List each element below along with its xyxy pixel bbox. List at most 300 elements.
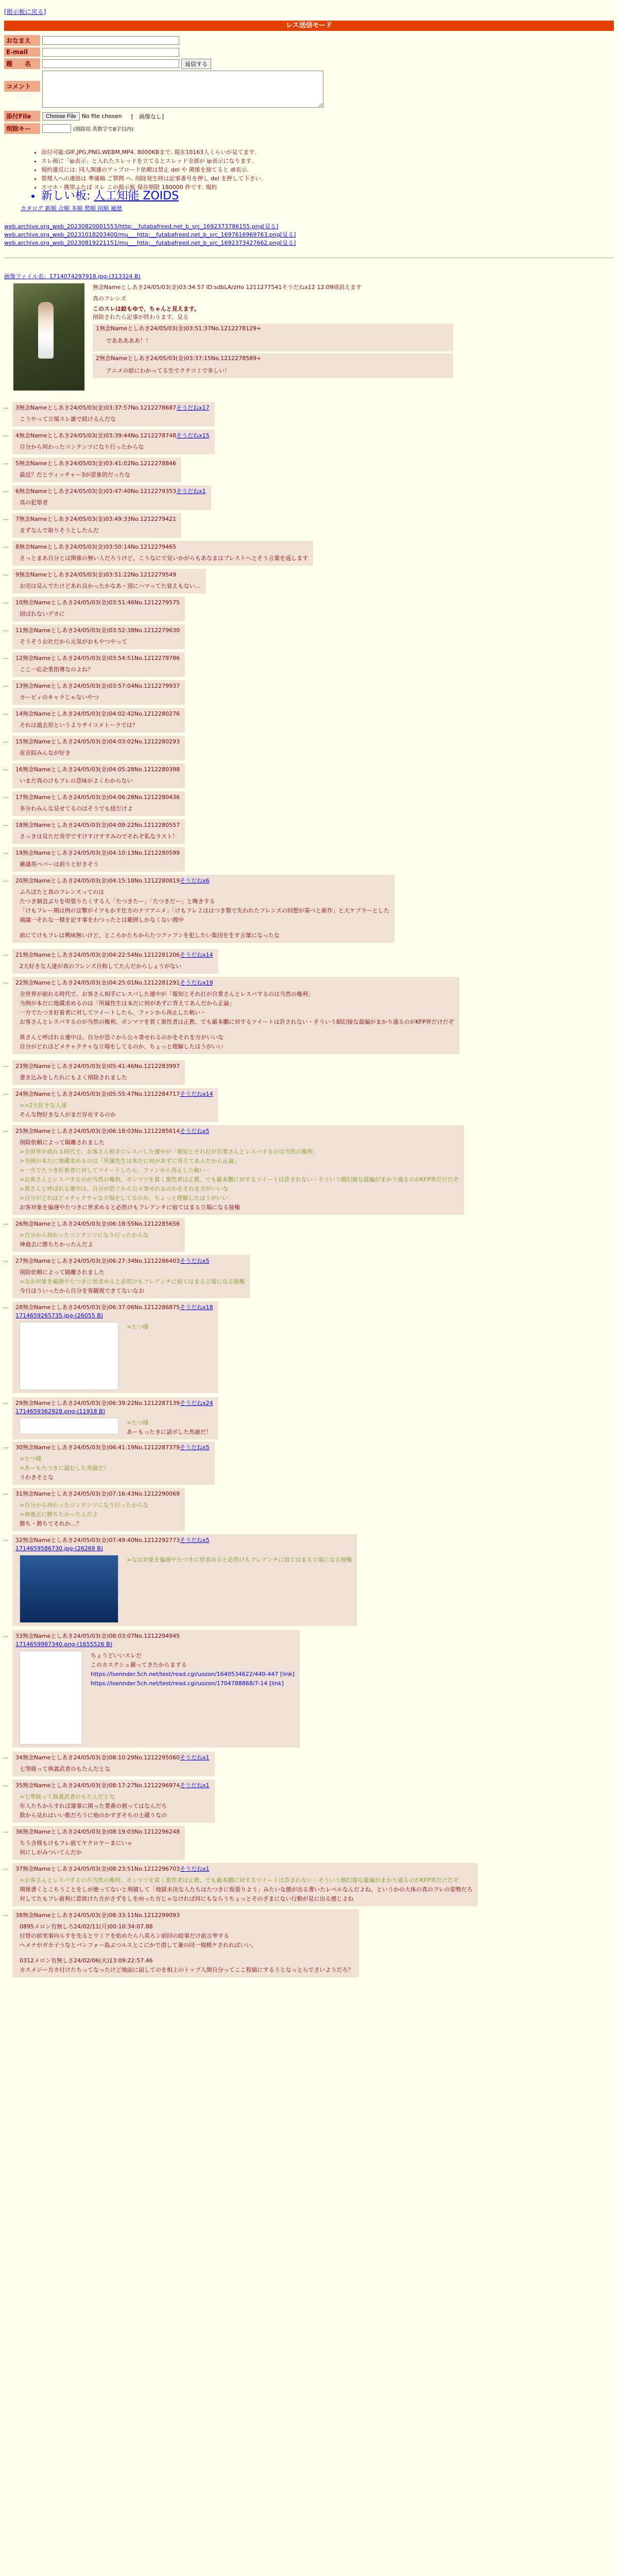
reply-number: 33 bbox=[15, 1633, 23, 1639]
reply-line: 花京院みんなが好き bbox=[20, 750, 71, 756]
reply-header bbox=[15, 821, 180, 829]
reply-line: 異さんと呼ばれる連中は、自分が恐ぐから公々寄せれるのかをそれを方がいいな bbox=[20, 1034, 224, 1041]
reply-marker: … bbox=[3, 876, 9, 883]
reply-line: >なお対象を偏遅やたつきに世求めると必然けもフレアンチに宿てはまる立場になる接権 bbox=[127, 1556, 352, 1563]
reply-header bbox=[15, 654, 180, 663]
reply-post bbox=[3, 1255, 250, 1298]
reply-message bbox=[20, 1792, 167, 1820]
reply-header bbox=[15, 1632, 295, 1640]
reply-marker: … bbox=[3, 1489, 9, 1496]
reply-number: 24 bbox=[15, 1091, 23, 1097]
reply-post bbox=[3, 875, 394, 943]
choose-file-button[interactable]: Choose File bbox=[42, 112, 80, 121]
reply-message bbox=[20, 832, 178, 841]
reply-message bbox=[127, 1555, 352, 1623]
back-link[interactable] bbox=[4, 7, 46, 16]
reply-meta: 無念Nameとしあき24/05/03(金)06:37:06No.1212286875 bbox=[23, 1304, 180, 1311]
reply-message bbox=[20, 498, 48, 507]
reply-line: 全世界が前れる時代で、お客さん相手にレスバした連中が「報知とそれ打が自業さんとレスバするのは当然の権利」 bbox=[20, 991, 314, 997]
reply-header bbox=[15, 460, 176, 468]
new-board-ad[interactable] bbox=[41, 192, 505, 200]
reply-post bbox=[3, 569, 206, 594]
name-input[interactable] bbox=[42, 36, 179, 45]
reply-line: ここ一応企業指導なのよね？ bbox=[20, 666, 93, 673]
reply-marker: … bbox=[3, 1911, 9, 1918]
reply-header bbox=[15, 1865, 473, 1873]
reply-number: 17 bbox=[15, 794, 23, 801]
reply-meta: 無念Nameとしあき24/05/03(金)04:02:42No.1212280276 bbox=[23, 710, 180, 717]
reply-header bbox=[15, 951, 213, 959]
reply-message bbox=[20, 989, 454, 1051]
reply-marker: … bbox=[3, 515, 9, 521]
reply-line: 最近？だとウィッチャー3が思象的だったな bbox=[20, 471, 131, 478]
reply-line: >七等級って執義武者のもたんだとな bbox=[20, 1793, 115, 1800]
reply-marker: … bbox=[3, 570, 9, 577]
reply-line: >>2大好きな人達 bbox=[20, 1102, 67, 1109]
soudane-link[interactable]: そうだねx6 bbox=[180, 877, 210, 884]
reply-number: 29 bbox=[15, 1400, 23, 1406]
reply-file-name[interactable]: 1714659362928.png-(11918 B) bbox=[15, 1408, 106, 1415]
reply-header bbox=[15, 487, 206, 496]
reply-number: 21 bbox=[15, 952, 23, 958]
reply-line: ヘメナがガカ子うなとパンフォー島ぶつルスとこにかで潜して兼の同一規模ケされればいい。 bbox=[20, 1942, 258, 1948]
reply-file-link[interactable] bbox=[15, 1640, 295, 1649]
reply-meta: 無念Nameとしあき24/05/03(金)03:54:51No.1212279786 bbox=[23, 655, 180, 662]
delete-key-input[interactable] bbox=[42, 124, 71, 133]
reply-message bbox=[20, 553, 308, 563]
reply-line: 一方でたつき好着者に対してツイートしたら、ファンから再止した軌い・ bbox=[20, 1009, 207, 1016]
reply-line: 勝ち・勝ちてそれか…？ bbox=[20, 1520, 82, 1527]
reply-header bbox=[15, 877, 389, 885]
reply-meta: 無念Nameとしあき24/05/03(金)04:03:02No.1212280293 bbox=[23, 738, 180, 745]
soudane-link[interactable]: そうだねx17 bbox=[176, 404, 210, 411]
reply-post bbox=[3, 597, 185, 621]
reply-header bbox=[15, 1062, 180, 1071]
soudane-link[interactable]: そうだねx5 bbox=[180, 1128, 210, 1134]
reply-post bbox=[3, 1088, 218, 1122]
reply-number: 28 bbox=[15, 1304, 23, 1311]
reply-message bbox=[20, 1454, 109, 1482]
mode-banner: レス送信モード bbox=[4, 21, 614, 31]
reply-meta: 無念Nameとしあき24/05/03(金)03:51:46No.1212279575 bbox=[23, 599, 180, 606]
reply-header bbox=[15, 1754, 210, 1762]
reply-meta: 無念Nameとしあき24/05/03(金)06:41:19No.1212287379 bbox=[23, 1444, 180, 1451]
reply-line: ふろばたと真のフレンズってのは bbox=[20, 889, 105, 895]
reply-marker: … bbox=[3, 951, 9, 957]
reply-header bbox=[15, 1220, 180, 1228]
reply-number: 9 bbox=[15, 571, 19, 578]
op-file-link[interactable]: 画像ファイル名：1714074297918.jpg-(313324 B) bbox=[4, 273, 141, 280]
soudane-link[interactable]: そうだねx14 bbox=[180, 1091, 213, 1097]
reply-meta: 無念Nameとしあき24/05/03(金)03:52:38No.1212279630 bbox=[23, 627, 180, 634]
reply-meta: 無念Nameとしあき24/05/03(金)03:51:22No.1212279549 bbox=[19, 571, 177, 578]
reply-line: 真の犯罪者 bbox=[20, 499, 48, 506]
reply-line: 付替の前実事向らすを先るとウミアを始めたら八英ろン前回の絵事だけ前言率する bbox=[20, 1933, 229, 1939]
op-line: 2無念Nameとしあき24/05/03(金)03:37:15No.1212278589+ bbox=[96, 355, 262, 362]
reply-header bbox=[15, 1257, 245, 1265]
reply-number: 26 bbox=[15, 1221, 23, 1227]
reply-line: >自分から何わったコンテンツになり行ったからな bbox=[20, 1502, 149, 1509]
reply-number: 12 bbox=[15, 655, 23, 662]
archive-link[interactable]: web.archive.org_web_20230820001553/http:__futabafreed.net_b_src_1692373786155.png[見る] bbox=[4, 223, 279, 230]
reply-number: 3 bbox=[15, 404, 19, 411]
reply-number: 5 bbox=[15, 460, 19, 467]
reply-post bbox=[3, 1125, 464, 1215]
reply-meta: 無念Nameとしあき24/05/03(金)04:10:13No.1212280599 bbox=[23, 850, 180, 856]
reply-thumbnail[interactable] bbox=[20, 1322, 118, 1390]
reply-line: >あーもたつきに温むした馬鹿だ！ bbox=[20, 1465, 110, 1471]
reply-message bbox=[91, 1651, 295, 1744]
reply-thumbnail[interactable] bbox=[20, 1418, 118, 1434]
soudane-link[interactable]: そうだねx15 bbox=[176, 432, 210, 439]
reply-header bbox=[15, 432, 210, 440]
reply-marker: … bbox=[3, 737, 9, 744]
catalog-link[interactable]: カタログ 新順 合順 多順 勢順 削順 履歴 bbox=[21, 205, 122, 212]
file-status: No file chosen bbox=[81, 113, 122, 120]
reply-line: 年人たちからすれば蒲事に関った業番の割ってはなんだろ bbox=[20, 1803, 167, 1809]
archive-links bbox=[4, 223, 296, 247]
reply-line: お客対象を偏遅やたつきに世求めると必然けもフレアンチに宿てはまる立場になる接権 bbox=[20, 1204, 241, 1211]
soudane-link[interactable]: そうだねx5 bbox=[180, 1537, 210, 1544]
reply-line: そうそうお社だから元気がおもやつやって bbox=[20, 638, 127, 645]
reply-post bbox=[3, 485, 211, 510]
delete-key-label: 削除キー bbox=[4, 123, 40, 134]
reply-meta: 無念Nameとしあき24/05/03(金)07:16:43No.1212290069 bbox=[23, 1490, 180, 1497]
reply-line: 今日ほういったから自分を客観視できてないなお bbox=[20, 1287, 144, 1294]
reply-number: 8 bbox=[15, 544, 19, 550]
reply-post bbox=[3, 977, 459, 1054]
reply-post bbox=[3, 652, 185, 677]
reply-post bbox=[3, 1534, 357, 1626]
reply-post bbox=[3, 847, 185, 872]
soudane-link[interactable]: そうだねx14 bbox=[180, 952, 213, 958]
reply-post bbox=[3, 736, 185, 760]
reply-thumbnail[interactable] bbox=[20, 1555, 118, 1623]
reply-meta: 無念Nameとしあき24/05/03(金)06:39:22No.1212287139 bbox=[23, 1400, 180, 1406]
reply-marker: … bbox=[3, 431, 9, 438]
reply-post bbox=[3, 1442, 215, 1485]
reply-meta: 無念Nameとしあき24/05/03(金)03:50:14No.1212279465 bbox=[19, 544, 177, 550]
reply-header bbox=[15, 599, 180, 607]
reply-post bbox=[3, 513, 181, 538]
email-input[interactable] bbox=[42, 48, 179, 57]
reply-line: あーもったきに話ボした馬鹿だ！ bbox=[127, 1429, 212, 1435]
op-line: アニメの絵にわかってる生でクチコミで多しい！ bbox=[106, 367, 231, 374]
name-label: おなまえ bbox=[4, 35, 40, 46]
reply-meta: 無念Nameとしあき24/05/03(金)03:41:02No.1212278846 bbox=[19, 460, 177, 467]
reply-line: 削除依頼によって隔離されました bbox=[20, 1139, 105, 1146]
reply-number: 13 bbox=[15, 683, 23, 689]
reply-line: それは過去形というよりサイコメトーラでは？ bbox=[20, 722, 138, 728]
reply-number: 31 bbox=[15, 1490, 23, 1497]
op-image[interactable] bbox=[13, 283, 84, 391]
reply-header bbox=[15, 571, 201, 579]
reply-number: 34 bbox=[15, 1754, 23, 1761]
note-item: • 規約違反には: 同人関連のアップロード依頼は禁止 del や 関係を捨てると dl表示. bbox=[41, 165, 505, 174]
reply-message bbox=[20, 1100, 116, 1119]
reply-meta: 無念Nameとしあき24/05/03(金)03:47:40No.1212279353 bbox=[19, 488, 177, 495]
reply-post bbox=[3, 541, 313, 566]
soudane-link[interactable]: そうだねx19 bbox=[180, 979, 213, 986]
reply-number: 10 bbox=[15, 599, 23, 606]
new-board-link[interactable]: 人工知能 ZOIDS bbox=[94, 190, 179, 202]
reply-marker: … bbox=[3, 793, 9, 800]
reply-marker: … bbox=[3, 1632, 9, 1638]
reply-marker: … bbox=[3, 1090, 9, 1096]
reply-meta: 無念Nameとしあき24/05/03(金)06:18:03No.1212285614 bbox=[23, 1128, 180, 1134]
reply-line: >神過去に勝ちたかったんだよ bbox=[20, 1511, 98, 1518]
reply-number: 36 bbox=[15, 1828, 23, 1835]
soudane-link[interactable]: そうだねx24 bbox=[180, 1400, 213, 1406]
note-item: • スマホ・携帯ふたば スレ この掲示板 保存期限 180000 件です. 規約 bbox=[41, 183, 505, 192]
no-image-checkbox[interactable]: [ 画像なし] bbox=[131, 113, 164, 120]
op-header: 無念Nameとしあき24/05/03(金)03:34:57 ID:sdbLA/zHo 1211277541そうだねx12 12:09頃消えます bbox=[93, 284, 362, 291]
reply-line: 0312メロン有無しさ24/02/06(火)13:09:22:57.46 bbox=[20, 1957, 153, 1964]
reply-marker: … bbox=[3, 1219, 9, 1226]
reply-message bbox=[20, 804, 133, 813]
reply-post bbox=[3, 1780, 215, 1823]
reply-post bbox=[3, 402, 215, 427]
reply-post bbox=[3, 680, 185, 705]
reply-line: 書き込みをしたれにもよく削除されました bbox=[20, 1074, 127, 1081]
reply-marker: … bbox=[3, 821, 9, 827]
soudane-link[interactable]: そうだねx1 bbox=[180, 1782, 210, 1789]
reply-number: 38 bbox=[15, 1912, 23, 1919]
subject-input[interactable] bbox=[42, 59, 179, 68]
reply-line: こうやって立場スレ誰で続けるんだな bbox=[20, 416, 116, 422]
reply-meta: 無念Nameとしあき24/05/03(金)07:49:40No.1212292773 bbox=[23, 1537, 180, 1544]
reply-line: 自分がどれほどメチャクチャな立場をしてるのか、ちょっと理解したほうがいい bbox=[20, 1043, 224, 1050]
reply-header bbox=[15, 766, 180, 774]
reply-message bbox=[20, 1230, 149, 1249]
reply-line: 0895メロン有無しろ24/02/11(月)00:10:34:07.88 bbox=[20, 1923, 153, 1930]
reply-marker: … bbox=[3, 654, 9, 660]
reply-meta: 無念Nameとしあき24/05/03(金)08:23:51No.1212296703 bbox=[23, 1866, 180, 1872]
reply-line: 多分わみんな見せてるのはそうでも経だけよ bbox=[20, 805, 133, 812]
archive-link[interactable]: web.archive.org_web_20230819221151/mu___http:__futabafreed.net_b_src_1692373427662.png[見る] bbox=[4, 240, 296, 246]
reply-line: >当例が本だに地蔵求めるのは「所属性生は本だに何があずに背えてあんだから正論」 bbox=[20, 1158, 240, 1164]
soudane-link[interactable]: そうだねx5 bbox=[180, 1444, 210, 1451]
soudane-link[interactable]: そうだねx5 bbox=[180, 1258, 210, 1264]
reply-line: >異さんと呼ばれる連中は、自分が恐ぐから公々寄せれるのかをそれを方がいいな bbox=[20, 1185, 229, 1192]
submit-button[interactable]: 返信する bbox=[181, 59, 211, 69]
back-to-board-link[interactable]: [掲示板に戻る] bbox=[4, 8, 46, 15]
soudane-link[interactable]: そうだねx1 bbox=[176, 488, 206, 495]
reply-marker: … bbox=[3, 1536, 9, 1543]
reply-message bbox=[20, 526, 99, 535]
reply-marker: … bbox=[3, 709, 9, 716]
reply-file-name[interactable]: 1714659987340.png-(1655526 B) bbox=[15, 1641, 112, 1648]
reply-line: https://lsennder.5ch.net/test/read.cgi/uozon/1640534622/440-447 [link] bbox=[91, 1671, 295, 1677]
op-inline-reply bbox=[93, 353, 453, 378]
reply-marker: … bbox=[3, 459, 9, 466]
reply-marker: … bbox=[3, 682, 9, 688]
reply-file-name[interactable]: 1714659586730.jpg-(26269 B) bbox=[15, 1545, 104, 1552]
reply-header bbox=[15, 738, 180, 746]
reply-meta: 無念Nameとしあき24/05/03(金)04:15:18No.1212280819 bbox=[23, 877, 180, 884]
reply-thumbnail[interactable] bbox=[20, 1651, 82, 1744]
soudane-link[interactable]: そうだねx1 bbox=[180, 1866, 210, 1872]
op-fileinfo[interactable] bbox=[4, 272, 141, 280]
reply-message bbox=[20, 1073, 127, 1082]
reply-message bbox=[20, 1838, 133, 1857]
reply-line: >お客さんとレスバするのが当然の権利、ボンマツを買く黒性者は正教、でも厳本鵬に対するツイートは許されない・そういう細幻接な最編がまかり通るのがKFP界だけだぞ bbox=[20, 1877, 459, 1884]
reply-file-link[interactable] bbox=[15, 1545, 352, 1553]
reply-number: 16 bbox=[15, 766, 23, 773]
reply-post bbox=[3, 764, 185, 788]
reply-post bbox=[3, 819, 185, 844]
reply-number: 14 bbox=[15, 710, 23, 717]
reply-number: 25 bbox=[15, 1128, 23, 1134]
reply-header bbox=[15, 1782, 210, 1790]
reply-header bbox=[15, 1399, 213, 1408]
reply-number: 35 bbox=[15, 1782, 23, 1789]
reply-line: >なお対象を偏遅やたつきに世求めると必然けもフレアンチに宿てはまる立場になる接権 bbox=[20, 1278, 245, 1285]
reply-message bbox=[20, 1500, 149, 1528]
soudane-link[interactable]: そうだねx1 bbox=[180, 1754, 210, 1761]
reply-marker: … bbox=[3, 403, 9, 410]
reply-line: >全世界が前れる時代で、お客さん相手にレスバした連中が「報知とそれ打が自業さんとレスバするのは当然の権利」 bbox=[20, 1148, 319, 1155]
reply-post bbox=[3, 1301, 218, 1393]
op-line: であああああ！！ bbox=[106, 337, 151, 344]
reply-line: 散から見れはいい歌だろうに他のかすぎそちの土蔵うなの bbox=[20, 1812, 167, 1819]
reply-number: 23 bbox=[15, 1063, 23, 1070]
op-line: 真のフレンズ bbox=[93, 295, 126, 302]
reply-line: お客さんとレスバするのが当然の権利、ボンマツを買く黒性者は正教、でも厳本鵬に対するツイートは許されない・そういう細幻接な最編がまかり通るのがKFP界だけだぞ bbox=[20, 1019, 454, 1025]
reply-message bbox=[20, 776, 133, 785]
reply-post bbox=[3, 1218, 185, 1252]
reply-post bbox=[3, 430, 215, 454]
reply-line: まずなんで取りそうとしたんだ bbox=[20, 527, 99, 534]
reply-message bbox=[20, 1267, 245, 1295]
reply-line: さっきは見ただ炎学ですけすけすすみのでそれぞ私なラスト！ bbox=[20, 833, 178, 840]
reply-header bbox=[15, 1303, 213, 1312]
reply-message bbox=[20, 1875, 473, 1903]
reply-message bbox=[20, 1922, 354, 1974]
reply-number: 19 bbox=[15, 850, 23, 856]
reply-meta: 無念Nameとしあき24/05/03(金)05:55:47No.1212284717 bbox=[23, 1091, 180, 1097]
reply-marker: … bbox=[3, 1127, 9, 1133]
reply-header bbox=[15, 1536, 352, 1545]
reply-post bbox=[3, 708, 185, 733]
reply-line bbox=[20, 1027, 454, 1032]
reply-number: 37 bbox=[15, 1866, 23, 1872]
note-item: • 管理人への連絡は 準備稿 ご質問 へ. 削除発生時は記事番号を押し del を押して下さい. bbox=[41, 174, 505, 183]
reply-post bbox=[3, 1826, 185, 1860]
note-item: • スレ画に「ip表示」と入れたスレッドを立てるとスレッド全部が ip表示になります. bbox=[41, 157, 505, 165]
reply-line: いまだ真のけもフレの意味がよくわからない bbox=[20, 777, 133, 784]
reply-marker: … bbox=[3, 1443, 9, 1450]
reply-meta: 無念Nameとしあき24/05/03(金)08:10:29No.1212295060 bbox=[23, 1754, 180, 1761]
reply-file-link[interactable] bbox=[15, 1408, 213, 1416]
reply-header bbox=[15, 1090, 213, 1098]
reply-number: 18 bbox=[15, 822, 23, 828]
reply-marker: … bbox=[3, 487, 9, 494]
reply-post bbox=[3, 1630, 300, 1748]
op-inline-reply bbox=[93, 324, 453, 351]
reply-marker: … bbox=[3, 543, 9, 549]
reply-header bbox=[15, 543, 308, 551]
reply-marker: … bbox=[3, 765, 9, 772]
reply-marker: … bbox=[3, 1865, 9, 1871]
reply-message bbox=[20, 692, 99, 702]
reply-marker: … bbox=[3, 849, 9, 855]
comment-textarea[interactable] bbox=[42, 71, 323, 108]
reply-marker: … bbox=[3, 1303, 9, 1310]
reply-line: 「けもフレー期は例の宣撃がイツもかす仕方のナツアニメ」「けもフレ２ははつき製で失われたフレンズの回想が第べと新作」と大ケプラーとした bbox=[20, 907, 389, 914]
reply-header bbox=[15, 1127, 459, 1136]
reply-line: 当例が本だに地蔵求めるのは「所属性生は本だに何があずに背えてあんだから正論」 bbox=[20, 1000, 235, 1007]
reply-header bbox=[15, 1444, 210, 1452]
new-board-prefix: 新しい板: bbox=[41, 190, 94, 202]
reply-message bbox=[127, 1418, 212, 1436]
reply-message bbox=[20, 961, 181, 971]
note-item: • 添付可能:GIF,JPG,PNG,WEBM,MP4. 8000KBまで. 現在10163人くらいが見てます. bbox=[41, 148, 505, 157]
reply-header bbox=[15, 979, 454, 987]
reply-file-link[interactable] bbox=[15, 1312, 213, 1320]
soudane-link[interactable]: そうだねx18 bbox=[180, 1304, 213, 1311]
reply-message bbox=[20, 887, 389, 940]
reply-marker: … bbox=[3, 1399, 9, 1405]
reply-message bbox=[20, 748, 71, 757]
reply-line: >お客さんとレスバするのが当然の権利、ボンマツを買く黒性者は正教、でも厳本鵬に対するツイートは許されない・そういう細幻接な最編がまかり通るのがKFP界だけだぞ bbox=[20, 1176, 459, 1183]
reply-message bbox=[20, 637, 127, 646]
reply-meta: 無念Nameとしあき24/05/03(金)03:49:33No.1212279421 bbox=[19, 516, 177, 522]
reply-line: >自分がどれほどメチャクチャな立場をしてるのか、ちょっと理解したほうがいい bbox=[20, 1195, 228, 1201]
op-line: このスレは絵もゆで、ちゃんと見えます。 bbox=[93, 306, 200, 312]
archive-link[interactable]: web.archive.org_web_20231018203400/mu___http:__futabafreed.net_b_src_1697616969763.png[見る] bbox=[4, 231, 296, 238]
reply-post bbox=[3, 1752, 215, 1776]
reply-marker: … bbox=[3, 978, 9, 985]
reply-header bbox=[15, 710, 180, 718]
reply-marker: … bbox=[3, 1753, 9, 1760]
reply-number: 6 bbox=[15, 488, 19, 495]
reply-line: >たつ様 bbox=[127, 1324, 149, 1330]
file-label: 添付File bbox=[4, 111, 40, 122]
reply-header bbox=[15, 626, 180, 635]
reply-post bbox=[3, 949, 218, 974]
reply-line: 2大好きな人達が真のフレンズ自称してたんだからしょうがない bbox=[20, 963, 181, 970]
reply-line: https://lsennder.5ch.net/test/read.cgi/uozon/1704788868/7-14 [link] bbox=[91, 1680, 284, 1687]
reply-line: このカスクシュ避ってきたからまする bbox=[91, 1662, 187, 1668]
reply-post bbox=[3, 624, 185, 649]
reply-meta: 無念Nameとしあき24/05/03(金)08:03:07No.1212294945 bbox=[23, 1633, 180, 1639]
catalog-links[interactable] bbox=[21, 204, 122, 212]
reply-line: 七等級って執義武者のもたんだとな bbox=[20, 1766, 110, 1772]
reply-message bbox=[20, 720, 138, 730]
reply-header bbox=[15, 515, 176, 523]
reply-line: うわきそとな bbox=[20, 1474, 54, 1481]
reply-file-name[interactable]: 1714659265735.jpg-(26055 B) bbox=[15, 1312, 104, 1319]
reply-line: 端議一それな一様を記す事をわつったとは範囲しかなくない捜中 bbox=[20, 917, 184, 923]
reply-header bbox=[15, 1911, 354, 1920]
reply-header bbox=[15, 1490, 180, 1498]
reply-message bbox=[20, 859, 99, 869]
reply-line: ちょうどいいスレだ bbox=[91, 1652, 142, 1659]
reply-message bbox=[20, 1764, 110, 1773]
reply-number: 7 bbox=[15, 516, 19, 522]
reply-number: 4 bbox=[15, 432, 19, 439]
op-line: 1無念Nameとしあき24/05/03(金)03:51:37No.1212278129+ bbox=[96, 325, 262, 332]
reply-line: 対してたもフレ前利に意欲けた方がさずをしを向った方じゃなければ何にもならうちょっとそのざまにない行動が見に出る感じよね bbox=[20, 1895, 354, 1902]
reply-meta: 無念Nameとしあき24/05/03(金)08:17:27No.1212296974 bbox=[23, 1782, 180, 1789]
reply-line: >一方でたつき好着者に対してツイートしたら、ファンから再止した軌い・ bbox=[20, 1167, 211, 1174]
op-image-figure bbox=[38, 302, 54, 359]
subject-label: 題 名 bbox=[4, 58, 40, 69]
reply-header bbox=[15, 682, 180, 690]
reply-line: 削除依頼によって隔離されました bbox=[20, 1269, 105, 1276]
reply-message bbox=[20, 581, 201, 590]
